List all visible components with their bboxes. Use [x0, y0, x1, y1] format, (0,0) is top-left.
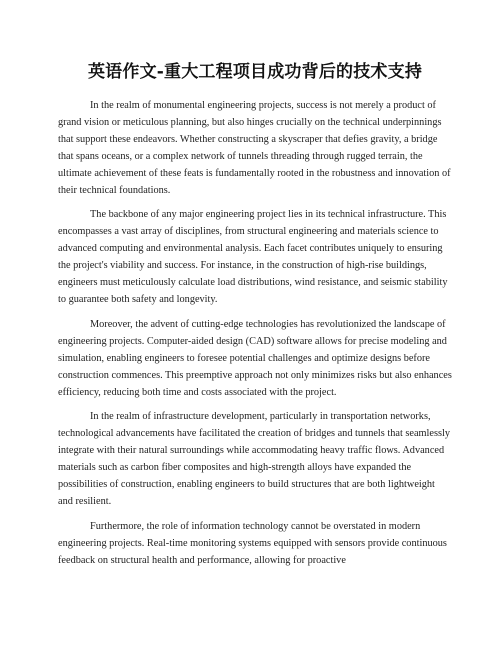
paragraph-5: Furthermore, the role of information technology cannot be overstated in modern engineering projects. Real-time monitoring systems equipped with sensors provide continuous feedback on structural health and performance, allowing for proactive: [58, 520, 447, 566]
paragraph-2: The backbone of any major engineering project lies in its technical infrastructure. This encompasses a vast array of disciplines, from structural engineering and materials science to advanced computing and environmental analysis. Each facet contributes uniquely to ensuring the project's viability and success. For instance, in the construction of high-rise buildings, engineers must meticulously calculate load distributions, wind resistance, and seismic stability to guarantee both safety and longevity.: [58, 209, 448, 305]
paragraph-3: Moreover, the advent of cutting-edge technologies has revolutionized the landscape of engineering projects. Computer-aided design (CAD) software allows for precise modeling and simulation, enabling engineers to foresee potential challenges and optimize designs before construction commences. This preemptive approach not only minimizes risks but also enhances efficiency, reducing both time and costs associated with the project.: [58, 318, 452, 398]
document-title: 英语作文-重大工程项目成功背后的技术支持: [87, 62, 423, 82]
paragraph-1: In the realm of monumental engineering projects, success is not merely a product of grand vision or meticulous planning, but also hinges crucially on the technical underpinnings that support these endeavors. Whether constructing a skyscraper that defies gravity, a bridge that spans oceans, or a complex network of tunnels threading through rugged terrain, the ultimate achievement of these feats is fundamentally rooted in the robustness and innovation of their technical foundations.: [58, 100, 451, 196]
paragraph-4: In the realm of infrastructure development, particularly in transportation networks, technological advancements have facilitated the creation of bridges and tunnels that seamlessly integrate with their natural surroundings while accommodating heavy traffic flows. Advanced materials such as carbon fiber composites and high-strength alloys have expanded the possibilities of construction, enabling engineers to build structures that are both lightweight and resilient.: [58, 411, 450, 507]
